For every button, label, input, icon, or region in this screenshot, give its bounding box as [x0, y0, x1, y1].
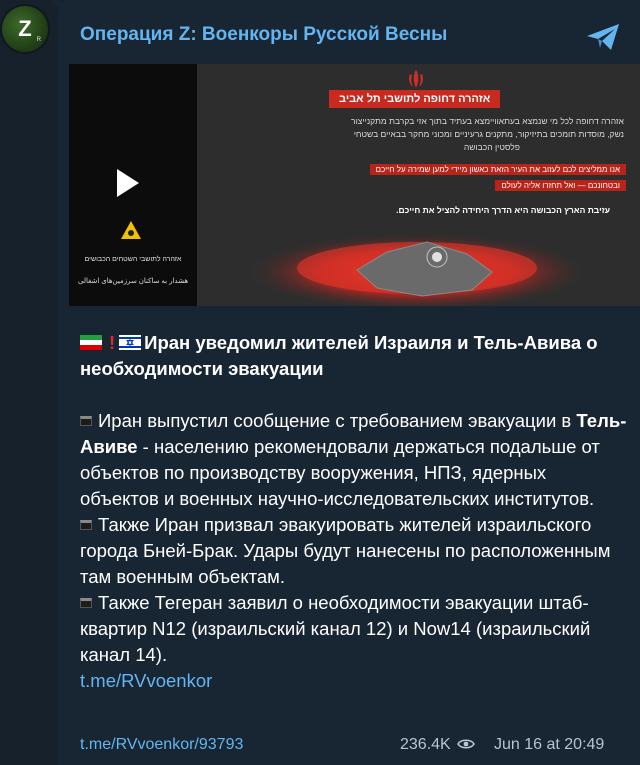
video-caption-hebrew: אזהרה לתושבי השטחים הכבושים [84, 256, 182, 263]
message-text [80, 330, 628, 694]
bullet-icon [80, 520, 92, 530]
post-date: Jun 16 at 20:49 [494, 736, 605, 753]
channel-link[interactable]: t.me/RVvoenkor [80, 670, 213, 691]
exclamation-icon: ! [109, 332, 116, 353]
image-line: אזהרה דחופה לכל מי שנמצא בעתאוויימצא בעתיד בתוך אזי בקרבת מתקנייצור [351, 116, 624, 126]
warning-icon [120, 220, 142, 240]
bullet-icon [80, 416, 92, 426]
avatar-letter: Z [18, 16, 32, 41]
video-caption-persian: هشدار به ساکنان سرزمین‌های اشغالی [77, 278, 189, 285]
channel-avatar[interactable] [2, 6, 48, 52]
image-red-line: אנו ממליצים לכם לעזוב את העיר הזאת כאשון מיידי למען שמירה על חייכם [370, 164, 626, 175]
image-title: אזהרה דחופה לתושבי תל אביב [329, 90, 500, 108]
image-line: נשק, מוסדות תומכים בתיזיקור, מתקנים גרעיניים ומכוני מחקר בבאיים בשטחי [353, 129, 624, 139]
paragraph-3 [80, 590, 628, 668]
bubble-tail [50, 0, 60, 10]
tel-aviv-bold: Тель-Авиве [80, 410, 627, 457]
post-link[interactable]: t.me/RVvoenkor/93793 [80, 736, 244, 753]
paragraph-1 [80, 408, 628, 512]
image-bold-line: עזיבת הארץ הכבושה היא הדרך היחידה להציל את חייכם. [396, 205, 610, 215]
image-red-line: ובטחונכם — ואל תחזרו אליה לעולם [495, 180, 626, 191]
map-graphic [237, 212, 597, 306]
video-thumbnail[interactable] [69, 64, 197, 306]
channel-title[interactable]: Операция Z: Военкоры Русской Весны [80, 24, 448, 45]
paragraph-2 [80, 512, 628, 590]
warning-photo[interactable] [197, 64, 640, 306]
view-count-text: 236.4K [400, 736, 451, 753]
bullet-icon [80, 598, 92, 608]
headline-text: Иран уведомил жителей Израиля и Тель-Авива о необходимости эвакуации [80, 332, 598, 379]
image-line: פלסטין הכבושה [463, 142, 520, 152]
play-icon[interactable] [117, 169, 139, 197]
iran-emblem-icon [404, 68, 428, 90]
spacer [80, 382, 628, 408]
iran-flag-icon [80, 335, 102, 350]
view-count [400, 736, 483, 754]
paragraph-1-text-end: - населению рекомендовали держаться подальше от объектов по производству вооружения, НПЗ, ядерных объектов и военных научно-исследовательских институтов. [80, 436, 600, 509]
avatar-badge: R [36, 37, 41, 43]
israel-flag-icon [119, 335, 141, 350]
headline [80, 330, 628, 382]
media-album [69, 64, 640, 306]
link-line [80, 668, 628, 694]
paragraph-2-text: Также Иран призвал эвакуировать жителей израильского города Бней-Брак. Удары будут нанесены по расположенным там военным объектам. [80, 514, 611, 587]
paragraph-3-text: Также Тегеран заявил о необходимости эвакуации штаб-квартир N12 (израильский канал 12) и Now14 (израильский канал 14). [80, 592, 591, 665]
paragraph-1-text: Иран выпустил сообщение с требованием эвакуации в [98, 410, 577, 431]
eye-icon [457, 738, 475, 750]
share-icon[interactable] [585, 22, 621, 52]
